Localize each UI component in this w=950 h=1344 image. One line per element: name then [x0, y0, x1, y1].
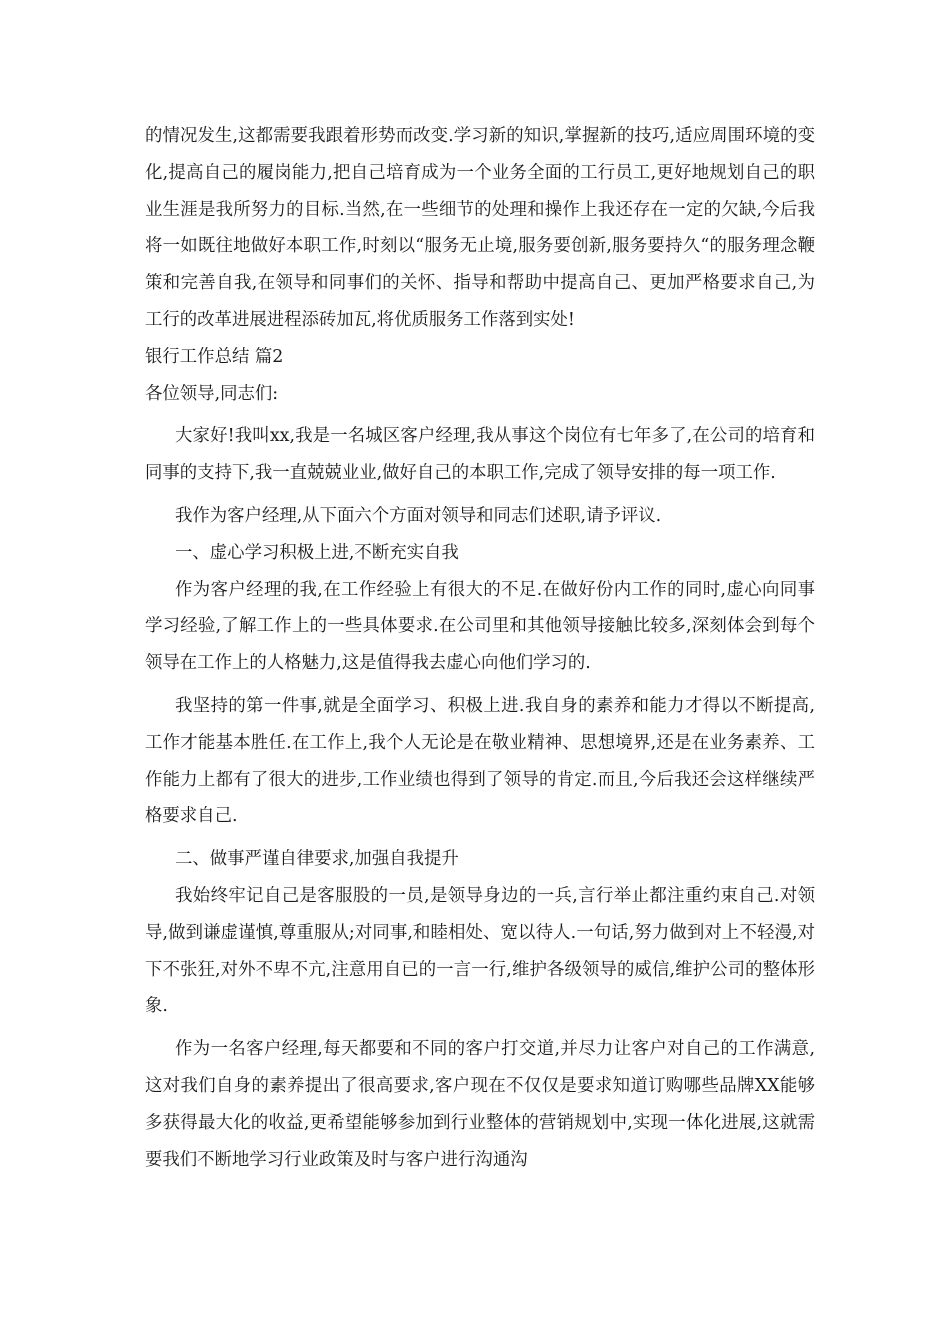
subheading-two: 二、做事严谨自律要求,加强自我提升: [175, 849, 459, 870]
section-title: 银行工作总结 篇2: [145, 346, 284, 367]
paragraph-report-intro: 我作为客户经理,从下面六个方面对领导和同志们述职,请予评议.: [175, 505, 662, 526]
paragraph-learning: 作为客户经理的我,在工作经验上有很大的不足.在做好份内工作的同时,虚心向同事学习经验,了解工作上的一些具体要求.在公司里和其他领导接触比较多,深刻体会到每个领导在工作上的人格魅力,这是值得我去虚心向他们学习的.: [145, 579, 815, 674]
subheading-one: 一、虚心学习积极上进,不断充实自我: [175, 542, 459, 563]
paragraph-self-discipline: 我始终牢记自己是客服股的一员,是领导身边的一兵,言行举止都注重约束自己.对领导,做到谦虚谨慎,尊重服从;对同事,和睦相处、宽以待人.一句话,努力做到对上不轻漫,对下不张狂,对外不卑不亢,注意用自已的一言一行,维护各级领导的威信,维护公司的整体形象.: [145, 885, 815, 1017]
paragraph-customer-manager: 作为一名客户经理,每天都要和不同的客户打交道,并尽力让客户对自己的工作满意,这对我们自身的素养提出了很高要求,客户现在不仅仅是要求知道订购哪些品牌XX能够多获得最大化的收益,更希望能够参加到行业整体的营销规划中,实现一体化进展,这就需要我们不断地学习行业政策及时与客户进行沟通沟: [145, 1039, 815, 1170]
salutation: 各位领导,同志们:: [145, 383, 279, 404]
document-body: [145, 118, 815, 1178]
paragraph-first-thing: 我坚持的第一件事,就是全面学习、积极上进.我自身的素养和能力才得以不断提高,工作才能基本胜任.在工作上,我个人无论是在敬业精神、思想境界,还是在业务素养、工作能力上都有了很大的进步,工作业绩也得到了领导的肯定.而且,今后我还会这样继续严格要求自己.: [145, 695, 815, 827]
paragraph-continued-intro: 的情况发生,这都需要我跟着形势而改变.学习新的知识,掌握新的技巧,适应周围环境的变化,提高自己的履岗能力,把自己培育成为一个业务全面的工行员工,更好地规划自己的职业生涯是我所努力的目标.当然,在一些细节的处理和操作上我还存在一定的欠缺,今后我将一如既往地做好本职工作,时刻以“服务无止境,服务要创新,服务要持久“的服务理念鞭策和完善自我,在领导和同事们的关怀、指导和帮助中提高自己、更加严格要求自己,为工行的改革进展进程添砖加瓦,将优质服务工作落到实处!: [145, 126, 815, 330]
paragraph-self-introduction: 大家好!我叫xx,我是一名城区客户经理,我从事这个岗位有七年多了,在公司的培育和同事的支持下,我一直兢兢业业,做好自己的本职工作,完成了领导安排的每一项工作.: [145, 426, 815, 484]
